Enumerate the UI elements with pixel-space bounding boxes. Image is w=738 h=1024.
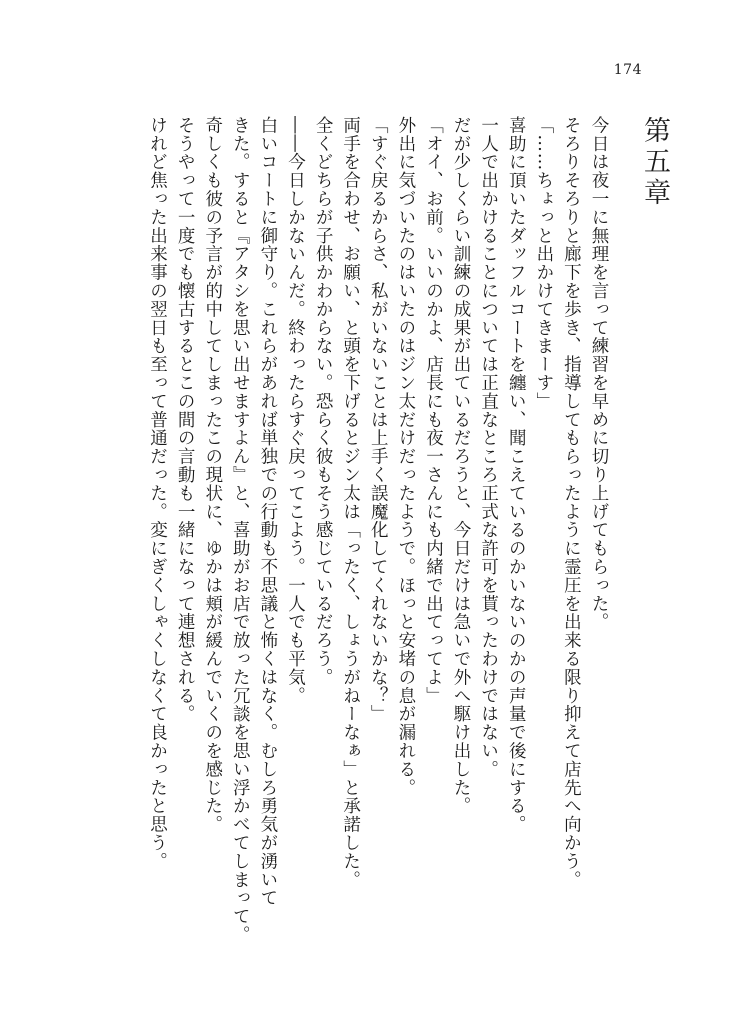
text-line: 喜助に頂いたダッフルコートを纏い、聞こえているのかいないのかの声量で後にする。 <box>506 116 527 834</box>
text-line: 全くどちらが子供かわからない。恐らく彼もそう感じているだろう。 <box>313 116 334 687</box>
text-line: 両手を合わせ、お願い、と頭を下げるとジン太は「ったく、しょうがねーなぁ」と承諾した。 <box>340 116 361 889</box>
text-line: そろりそろりと廊下を歩き、指導してもらったように霊圧を出来る限り抑えて店先へ向かう。 <box>561 116 582 889</box>
page-number: 174 <box>613 62 642 78</box>
text-line: 外出に気づいたのはいたのはジン太だけだったようで。ほっと安堵の息が漏れる。 <box>395 116 416 797</box>
text-line: 今日は夜一に無理を言って練習を早めに切り上げてもらった。 <box>589 116 609 632</box>
text-line: きた。すると『アタシを思い出せますよん』と、喜助がお店で放った冗談を思い浮かべてしまって。 <box>230 116 251 944</box>
text-line: けれど焦った出来事の翌日も至って普通だった。変にぎくしゃくしなくて良かったと思う。 <box>147 116 168 871</box>
text-line: 「……ちょっと出かけてきまーす」 <box>533 116 554 411</box>
vertical-text-block <box>143 116 674 996</box>
text-line: そうやって一度でも懐古するとこの間の言動も一緒になって連想される。 <box>175 116 196 724</box>
text-line: だが少しくらい訓練の成果が出ているだろうと、今日だけは急いで外へ駆け出した。 <box>451 116 472 816</box>
text-line: 白いコートに御守り。これらがあれば単独での行動も不思議と怖くはなく。むしろ勇気が湧いて <box>257 116 278 908</box>
text-line: ――今日しかないんだ。終わったらすぐ戻ってこよう。一人でも平気。 <box>285 116 306 705</box>
text-line: 「オイ、お前。いいのかよ、店長にも夜一さんにも内緒で出てってよ」 <box>423 116 444 705</box>
text-line: 「すぐ戻るからさ、私がいないことは上手く誤魔化してくれないかな？」 <box>368 116 389 724</box>
text-line: 一人で出かけることについては正直なところ正式な許可を貰ったわけではない。 <box>478 116 499 779</box>
text-line: 奇しくも彼の予言が的中してしまったこの現状に、ゆかは頬が緩んでいくのを感じた。 <box>202 116 223 834</box>
chapter-title: 第五章 <box>639 116 670 209</box>
